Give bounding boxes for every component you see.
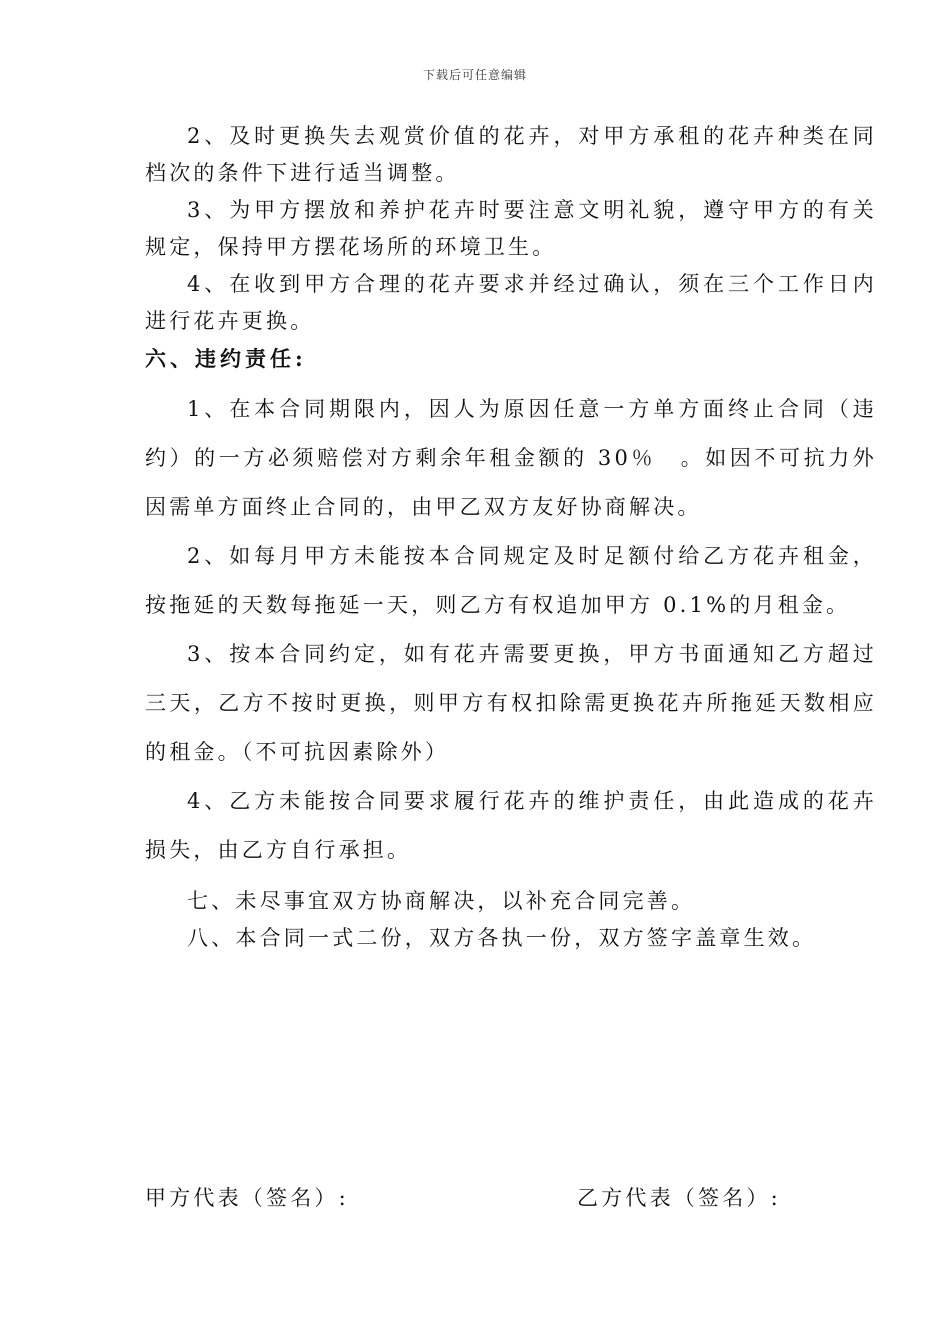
section-6-item-1: 1、在本合同期限内，因人为原因任意一方单方面终止合同（违约）的一方必须赔偿对方剩余年租金额的 30％ 。如因不可抗力外因需单方面终止合同的，由甲乙双方友好协商解决。 xyxy=(145,397,877,519)
closing-block xyxy=(145,883,877,957)
section-5-item-4: 4、在收到甲方合理的花卉要求并经过确认，须在三个工作日内进行花卉更换。 xyxy=(145,272,877,333)
section-6-item-4: 4、乙方未能按合同要求履行花卉的维护责任，由此造成的花卉损失，由乙方自行承担。 xyxy=(145,789,877,862)
section-6-item-3: 3、按本合同约定，如有花卉需要更换，甲方书面通知乙方超过三天，乙方不按时更换，则甲方有权扣除需更换花卉所拖延天数相应的租金。（不可抗因素除外） xyxy=(145,642,877,764)
section-5-block xyxy=(145,118,877,377)
party-a-signature-label: 甲方代表（签名）: xyxy=(145,1186,349,1210)
section-5-item-2: 2、及时更换失去观赏价值的花卉，对甲方承租的花卉种类在同档次的条件下进行适当调整。 xyxy=(145,124,877,185)
section-7-text: 七、未尽事宜双方协商解决，以补充合同完善。 xyxy=(187,889,696,913)
section-8-text: 八、本合同一式二份，双方各执一份，双方签字盖章生效。 xyxy=(187,926,817,950)
section-5-item-3: 3、为甲方摆放和养护花卉时要注意文明礼貌，遵守甲方的有关规定，保持甲方摆花场所的环境卫生。 xyxy=(145,198,877,259)
section-6-item-2: 2、如每月甲方未能按本合同规定及时足额付给乙方花卉租金，按拖延的天数每拖延一天，则乙方有权追加甲方 0.1%的月租金。 xyxy=(145,544,877,617)
party-b-signature-label: 乙方代表（签名）: xyxy=(577,1186,781,1210)
header-note: 下载后可任意编辑 xyxy=(422,68,527,82)
section-6-block xyxy=(145,385,877,875)
section-6-heading: 六、违约责任: xyxy=(145,346,307,371)
